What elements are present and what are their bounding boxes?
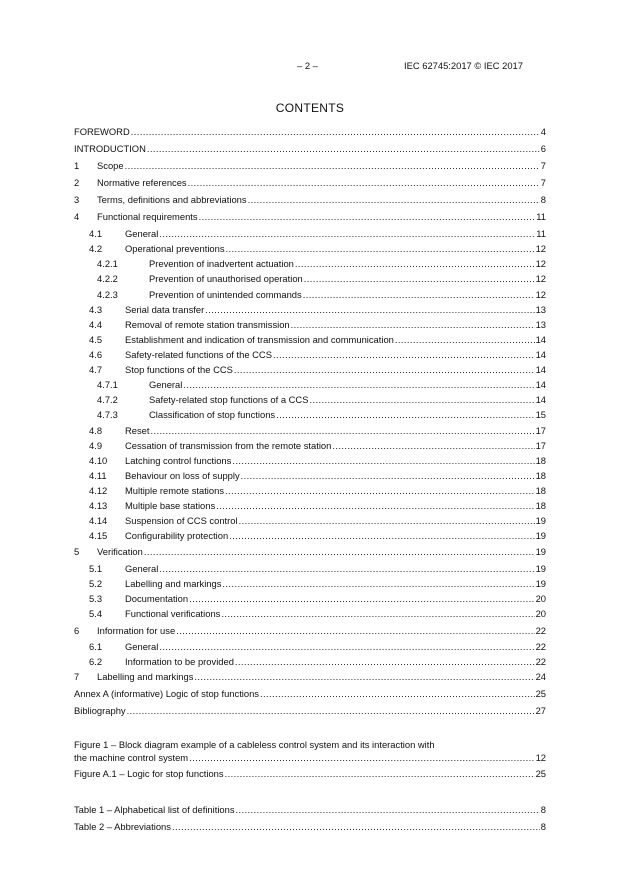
toc-entry-number: 4.1: [89, 228, 103, 239]
toc-entry-title: Establishment and indication of transmission and communication: [125, 334, 394, 345]
toc-entry[interactable]: [74, 409, 546, 421]
toc-entry[interactable]: [74, 243, 546, 255]
toc-entry-page: 24: [535, 671, 546, 682]
leader-dots: [236, 804, 540, 816]
toc-entry-number: 4.7: [89, 364, 103, 375]
table-2-page: 8: [540, 821, 546, 832]
figure-a1-page: 25: [535, 768, 546, 779]
toc-entry-number: 6.2: [89, 656, 103, 667]
toc-entry-page: 12: [535, 289, 546, 300]
toc-entry-title: Terms, definitions and abbreviations: [97, 194, 247, 205]
leader-dots: [147, 143, 540, 155]
toc-entry-page: 14: [535, 349, 546, 360]
figure-1-title-line1[interactable]: Figure 1 – Block diagram example of a cableless control system and its interaction with: [74, 739, 435, 750]
toc-entry-title: Bibliography: [74, 705, 126, 716]
leader-dots: [291, 319, 535, 331]
toc-entry-number: 4.15: [89, 530, 108, 541]
leader-dots: [395, 334, 535, 346]
toc-entry-page: 18: [535, 485, 546, 496]
toc-entry-number: 4.8: [89, 425, 103, 436]
leader-dots: [159, 228, 535, 240]
toc-entry-number: 5.2: [89, 578, 103, 589]
leader-dots: [229, 530, 534, 542]
leader-dots: [151, 425, 535, 437]
toc-entry-page: 18: [535, 470, 546, 481]
toc-entry-number: 6: [74, 625, 80, 636]
toc-entry[interactable]: [74, 304, 546, 316]
toc-entry-page: 6: [540, 143, 546, 154]
toc-entry-page: 14: [535, 334, 546, 345]
leader-dots: [309, 394, 534, 406]
toc-entry-page: 25: [535, 688, 546, 699]
toc-entry-number: 6.1: [89, 641, 103, 652]
toc-entry-page: 7: [540, 177, 546, 188]
toc-entry[interactable]: [74, 211, 546, 223]
toc-entry-number: 4.7.2: [97, 394, 118, 405]
leader-dots: [225, 768, 535, 780]
toc-entry-page: 19: [535, 578, 546, 589]
toc-entry-page: 18: [535, 500, 546, 511]
toc-entry[interactable]: [74, 143, 546, 155]
toc-entry-title: Classification of stop functions: [149, 409, 276, 420]
toc-entry-page: 19: [535, 546, 546, 557]
leader-dots: [226, 243, 535, 255]
toc-entry-title: Functional requirements: [97, 211, 198, 222]
leader-dots: [260, 688, 535, 700]
toc-entry-title: Information to be provided: [125, 656, 234, 667]
figure-1-title-line2: the machine control system: [74, 752, 189, 763]
leader-dots: [235, 656, 535, 668]
toc-entry-number: 4.2.3: [97, 289, 118, 300]
toc-entry-page: 19: [535, 563, 546, 574]
toc-entry[interactable]: [74, 578, 546, 590]
toc-entry-number: 4.4: [89, 319, 103, 330]
toc-entry-page: 22: [535, 656, 546, 667]
toc-entry-title: Labelling and markings: [125, 578, 222, 589]
leader-dots: [332, 440, 534, 452]
toc-entry[interactable]: [74, 349, 546, 361]
toc-entry-page: 7: [540, 160, 546, 171]
figure-1-entry[interactable]: [74, 752, 546, 764]
toc-entry[interactable]: [74, 688, 546, 700]
leader-dots: [176, 625, 534, 637]
toc-entry-page: 17: [535, 440, 546, 451]
toc-entry[interactable]: [74, 194, 546, 206]
table-1-page: 8: [540, 804, 546, 815]
toc-entry[interactable]: [74, 625, 546, 637]
toc-entry[interactable]: [74, 485, 546, 497]
toc-entry-title: General: [125, 228, 159, 239]
toc-entry[interactable]: [74, 160, 546, 172]
leader-dots: [225, 485, 535, 497]
toc-entry-title: Safety-related stop functions of a CCS: [149, 394, 309, 405]
toc-entry-page: 14: [535, 379, 546, 390]
toc-entry-page: 15: [535, 409, 546, 420]
leader-dots: [232, 455, 534, 467]
toc-entry[interactable]: [74, 641, 546, 653]
toc-entry-title: Labelling and markings: [97, 671, 194, 682]
toc-entry-page: 22: [535, 625, 546, 636]
toc-entry[interactable]: [74, 563, 546, 575]
table-2-entry[interactable]: [74, 821, 546, 833]
toc-entry-title: Operational preventions: [125, 243, 225, 254]
toc-entry-number: 5.1: [89, 563, 103, 574]
leader-dots: [189, 593, 535, 605]
leader-dots: [127, 705, 535, 717]
toc-entry[interactable]: [74, 671, 546, 683]
toc-entry-page: 17: [535, 425, 546, 436]
toc-entry-title: Safety-related functions of the CCS: [125, 349, 272, 360]
toc-entry-number: 4.2.1: [97, 258, 118, 269]
toc-entry[interactable]: [74, 546, 546, 558]
toc-entry[interactable]: [74, 379, 546, 391]
toc-entry-number: 4: [74, 211, 80, 222]
toc-entry-page: 11: [536, 211, 546, 222]
leader-dots: [194, 671, 534, 683]
toc-entry-page: 14: [535, 394, 546, 405]
toc-entry-page: 20: [535, 608, 546, 619]
toc-entry-title: Serial data transfer: [125, 304, 205, 315]
figure-a1-title: Figure A.1 – Logic for stop functions: [74, 768, 224, 779]
leader-dots: [159, 563, 534, 575]
toc-entry-title: Latching control functions: [125, 455, 232, 466]
toc-entry-page: 13: [535, 304, 546, 315]
toc-entry-number: 4.7.3: [97, 409, 118, 420]
leader-dots: [239, 515, 535, 527]
toc-entry-number: 7: [74, 671, 80, 682]
toc-entry[interactable]: [74, 319, 546, 331]
toc-entry[interactable]: [74, 394, 546, 406]
figure-1-page: 12: [535, 752, 546, 763]
toc-entry[interactable]: [74, 500, 546, 512]
toc-entry-title: Documentation: [125, 593, 189, 604]
toc-entry-page: 13: [535, 319, 546, 330]
leader-dots: [276, 409, 534, 421]
toc-entry-title: Scope: [97, 160, 124, 171]
toc-entry[interactable]: [74, 228, 546, 240]
toc-entry-number: 4.2.2: [97, 273, 118, 284]
toc-entry[interactable]: [74, 289, 546, 301]
leader-dots: [125, 160, 540, 172]
leader-dots: [234, 364, 535, 376]
toc-entry-number: 5.4: [89, 608, 103, 619]
toc-entry-number: 4.13: [89, 500, 108, 511]
leader-dots: [295, 258, 535, 270]
toc-entry-number: 4.6: [89, 349, 103, 360]
toc-entry[interactable]: [74, 273, 546, 285]
toc-entry[interactable]: [74, 177, 546, 189]
toc-entry-page: 14: [535, 364, 546, 375]
toc-entry[interactable]: [74, 334, 546, 346]
toc-entry-title: Normative references: [97, 177, 187, 188]
toc-entry-title: General: [125, 563, 159, 574]
toc-entry-number: 4.5: [89, 334, 103, 345]
document-reference: IEC 62745:2017 © IEC 2017: [404, 60, 523, 71]
leader-dots: [205, 304, 534, 316]
toc-entry-page: 12: [535, 243, 546, 254]
toc-entry-title: Behaviour on loss of supply: [125, 470, 240, 481]
toc-entry-number: 4.9: [89, 440, 103, 451]
leader-dots: [241, 470, 535, 482]
leader-dots: [172, 821, 540, 833]
toc-entry-number: 4.7.1: [97, 379, 118, 390]
toc-entry[interactable]: [74, 126, 546, 138]
leader-dots: [131, 126, 540, 138]
toc-entry-page: 12: [535, 258, 546, 269]
toc-entry-number: 1: [74, 160, 80, 171]
toc-entry-page: 11: [536, 228, 546, 239]
toc-entry-title: Cessation of transmission from the remote station: [125, 440, 332, 451]
toc-entry-number: 5.3: [89, 593, 103, 604]
leader-dots: [248, 194, 540, 206]
toc-entry[interactable]: [74, 515, 546, 527]
toc-entry-number: 4.3: [89, 304, 103, 315]
toc-entry-title: Annex A (informative) Logic of stop functions: [74, 688, 259, 699]
leader-dots: [144, 546, 535, 558]
toc-entry-title: General: [149, 379, 183, 390]
leader-dots: [304, 273, 535, 285]
toc-entry-title: Multiple base stations: [125, 500, 216, 511]
toc-entry-number: 2: [74, 177, 80, 188]
table-1-entry[interactable]: [74, 804, 546, 816]
toc-entry-page: 19: [535, 515, 546, 526]
toc-entry-title: Information for use: [97, 625, 176, 636]
toc-entry-title: Configurability protection: [125, 530, 229, 541]
toc-entry-title: Reset: [125, 425, 150, 436]
leader-dots: [159, 641, 534, 653]
toc-entry-page: 12: [535, 273, 546, 284]
toc-entry-page: 27: [535, 705, 546, 716]
toc-entry[interactable]: [74, 656, 546, 668]
toc-entry-number: 3: [74, 194, 80, 205]
toc-entry[interactable]: [74, 440, 546, 452]
toc-entry[interactable]: [74, 530, 546, 542]
toc-entry[interactable]: [74, 258, 546, 270]
toc-entry-title: Verification: [97, 546, 143, 557]
toc-entry-title: INTRODUCTION: [74, 143, 146, 154]
leader-dots: [222, 578, 534, 590]
toc-entry-number: 4.11: [89, 470, 107, 481]
figure-a1-entry[interactable]: [74, 768, 546, 780]
toc-entry-title: Removal of remote station transmission: [125, 319, 290, 330]
toc-entry-page: 19: [535, 530, 546, 541]
toc-entry[interactable]: [74, 364, 546, 376]
page-number: – 2 –: [297, 60, 318, 71]
toc-entry-number: 4.2: [89, 243, 103, 254]
toc-entry[interactable]: [74, 425, 546, 437]
toc-entry-number: 4.14: [89, 515, 108, 526]
leader-dots: [188, 177, 540, 189]
toc-entry-title: Prevention of unauthorised operation: [149, 273, 303, 284]
toc-entry[interactable]: [74, 593, 546, 605]
toc-entry-number: 4.10: [89, 455, 108, 466]
page-title: CONTENTS: [275, 101, 345, 115]
toc-entry[interactable]: [74, 470, 546, 482]
toc-entry-page: 18: [535, 455, 546, 466]
leader-dots: [273, 349, 535, 361]
toc-entry-title: FOREWORD: [74, 126, 130, 137]
leader-dots: [183, 379, 534, 391]
table-1-title: Table 1 – Alphabetical list of definitions: [74, 804, 235, 815]
table-2-title: Table 2 – Abbreviations: [74, 821, 171, 832]
toc-entry-title: General: [125, 641, 159, 652]
toc-entry-title: Suspension of CCS control: [125, 515, 238, 526]
toc-entry[interactable]: [74, 455, 546, 467]
leader-dots: [303, 289, 535, 301]
toc-entry-title: Stop functions of the CCS: [125, 364, 233, 375]
leader-dots: [199, 211, 536, 223]
toc-entry-number: 5: [74, 546, 80, 557]
leader-dots: [189, 752, 534, 764]
toc-entry-page: 4: [540, 126, 546, 137]
toc-entry-page: 8: [540, 194, 546, 205]
toc-entry[interactable]: [74, 608, 546, 620]
toc-entry-title: Functional verifications: [125, 608, 221, 619]
leader-dots: [216, 500, 534, 512]
toc-entry-title: Prevention of unintended commands: [149, 289, 302, 300]
toc-entry-page: 22: [535, 641, 546, 652]
toc-entry-title: Prevention of inadvertent actuation: [149, 258, 294, 269]
toc-entry-page: 20: [535, 593, 546, 604]
toc-entry-title: Multiple remote stations: [125, 485, 225, 496]
leader-dots: [221, 608, 534, 620]
toc-entry[interactable]: [74, 705, 546, 717]
toc-entry-number: 4.12: [89, 485, 108, 496]
